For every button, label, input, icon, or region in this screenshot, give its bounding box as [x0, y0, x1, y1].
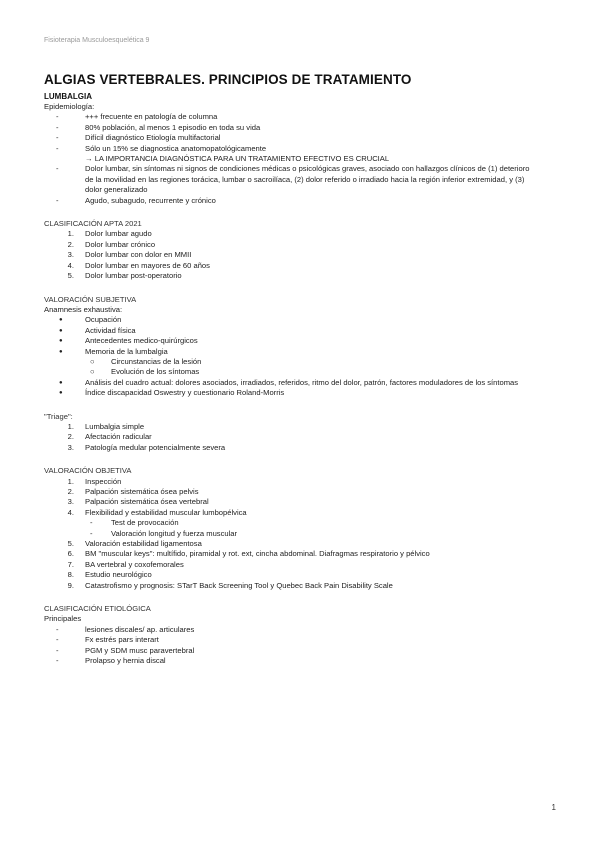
list-item: ● Índice discapacidad Oswestry y cuestionario Roland-Morris — [59, 388, 285, 398]
list-item: - Test de provocación — [90, 518, 179, 528]
section-subtitle: LUMBALGIA — [44, 92, 92, 101]
list-item: 5. Valoración estabilidad ligamentosa — [67, 539, 202, 549]
list-item: - lesiones discales/ ap. articulares — [56, 624, 195, 634]
list-item: ● Memoria de la lumbalgia — [59, 346, 168, 356]
list-item: - Fx estrés pars interart — [56, 635, 159, 645]
page-title: ALGIAS VERTEBRALES. PRINCIPIOS DE TRATAMIENTO — [44, 72, 412, 87]
page-number: 1 — [551, 803, 556, 812]
list-item: 3. Dolor lumbar con dolor en MMII — [67, 250, 192, 260]
list-item: 3. Patología medular potencialmente severa — [67, 442, 226, 452]
valoracion-objetiva-list — [44, 477, 564, 519]
list-item: 2. Dolor lumbar crónico — [67, 239, 156, 249]
list-item: 1. Inspección — [67, 476, 122, 486]
anamnesis-label: Anamnesis exhaustiva: — [44, 304, 123, 314]
list-item: 9. Catastrofismo y prognosis: STarT Back Screening Tool y Quebec Back Pain Disability Scale — [67, 580, 393, 590]
list-item: - PGM y SDM musc paravertebral — [56, 645, 195, 655]
clasificacion-apta-list — [44, 229, 564, 281]
list-item: 7. BA vertebral y coxofemorales — [67, 559, 184, 569]
valoracion-objetiva-sublist — [44, 518, 564, 539]
list-item: 3. Palpación sistemática ósea vertebral — [67, 497, 209, 507]
list-item: ● Antecedentes medico-quirúrgicos — [59, 336, 198, 346]
list-item: - Sólo un 15% se diagnostica anatomopatológicamente — [56, 143, 267, 153]
list-item: 1. Lumbalgia simple — [67, 421, 145, 431]
valoracion-subjetiva-sublist — [44, 357, 564, 378]
list-item: ● Actividad física — [59, 325, 136, 335]
epidemiologia-list — [44, 112, 564, 154]
valoracion-objetiva-list-cont — [44, 539, 564, 591]
list-item: ● Análisis del cuadro actual: dolores asociados, irradiados, referidos, ritmo del dolor, patrón, factores moduladores de los síntomas — [59, 377, 519, 387]
epidemiologia-list-cont — [44, 164, 564, 174]
list-item: 2. Afectación radicular — [67, 432, 152, 442]
list-item-continuation: dolor generalizado — [85, 185, 148, 195]
document-body — [44, 72, 564, 667]
list-item: - Dolor lumbar, sin síntomas ni signos de condiciones médicas o psicológicas graves, asociado con hallazgos clínicos de (1) deterioro — [56, 164, 530, 174]
valoracion-subjetiva-list-cont — [44, 378, 564, 399]
list-item: 4. Flexibilidad y estabilidad muscular lumbopélvica — [67, 507, 247, 517]
list-item: - +++ frecuente en patología de columna — [56, 112, 218, 122]
list-item: - 80% población, al menos 1 episodio en toda su vida — [56, 122, 261, 132]
list-item: 4. Dolor lumbar en mayores de 60 años — [67, 260, 210, 270]
clasificacion-apta-title: CLASIFICACIÓN APTA 2021 — [44, 219, 142, 229]
list-item: 6. BM "muscular keys": multífido, piramidal y rot. ext, cincha abdominal. Diafragmas respiratorio y pélvico — [67, 549, 430, 559]
list-item-continuation: de la movilidad en las regiones torácica, lumbar o sacroilíaca, (2) dolor referido o irradiado hacia la región inferior extremidad, y (3) — [85, 174, 525, 184]
epidemiologia-list-end — [44, 196, 564, 206]
list-item: 8. Estudio neurológico — [67, 570, 152, 580]
list-item: - Prolapso y hernia discal — [56, 656, 166, 666]
list-item: - Agudo, subagudo, recurrente y crónico — [56, 195, 216, 205]
clasificacion-etiologica-list — [44, 625, 564, 667]
list-item: ● Ocupación — [59, 315, 122, 325]
principales-label: Principales — [44, 614, 82, 624]
triage-label: "Triage": — [44, 411, 73, 421]
list-item: ○ Circunstancias de la lesión — [90, 356, 202, 366]
list-item: 5. Dolor lumbar post-operatorio — [67, 271, 182, 281]
page-header: Fisioterapia Musculoesquelética 9 — [44, 37, 150, 44]
list-item: 2. Palpación sistemática ósea pelvis — [67, 487, 199, 496]
list-item: 1. Dolor lumbar agudo — [67, 229, 152, 239]
list-item-continuation: → LA IMPORTANCIA DIAGNÓSTICA PARA UN TRATAMIENTO EFECTIVO ES CRUCIAL — [85, 154, 390, 164]
triage-list — [44, 422, 564, 453]
list-item: ○ Evolución de los síntomas — [90, 367, 200, 377]
valoracion-subjetiva-title: VALORACIÓN SUBJETIVA — [44, 294, 137, 304]
list-item: - Difícil diagnóstico Etiología multifactorial — [56, 133, 221, 143]
valoracion-objetiva-title: VALORACIÓN OBJETIVA — [44, 466, 132, 476]
epidemiologia-label: Epidemiología: — [44, 102, 95, 111]
list-item: - Valoración longitud y fuerza muscular — [90, 528, 238, 538]
clasificacion-etiologica-title: CLASIFICACIÓN ETIOLÓGICA — [44, 604, 151, 614]
valoracion-subjetiva-list — [44, 315, 564, 357]
